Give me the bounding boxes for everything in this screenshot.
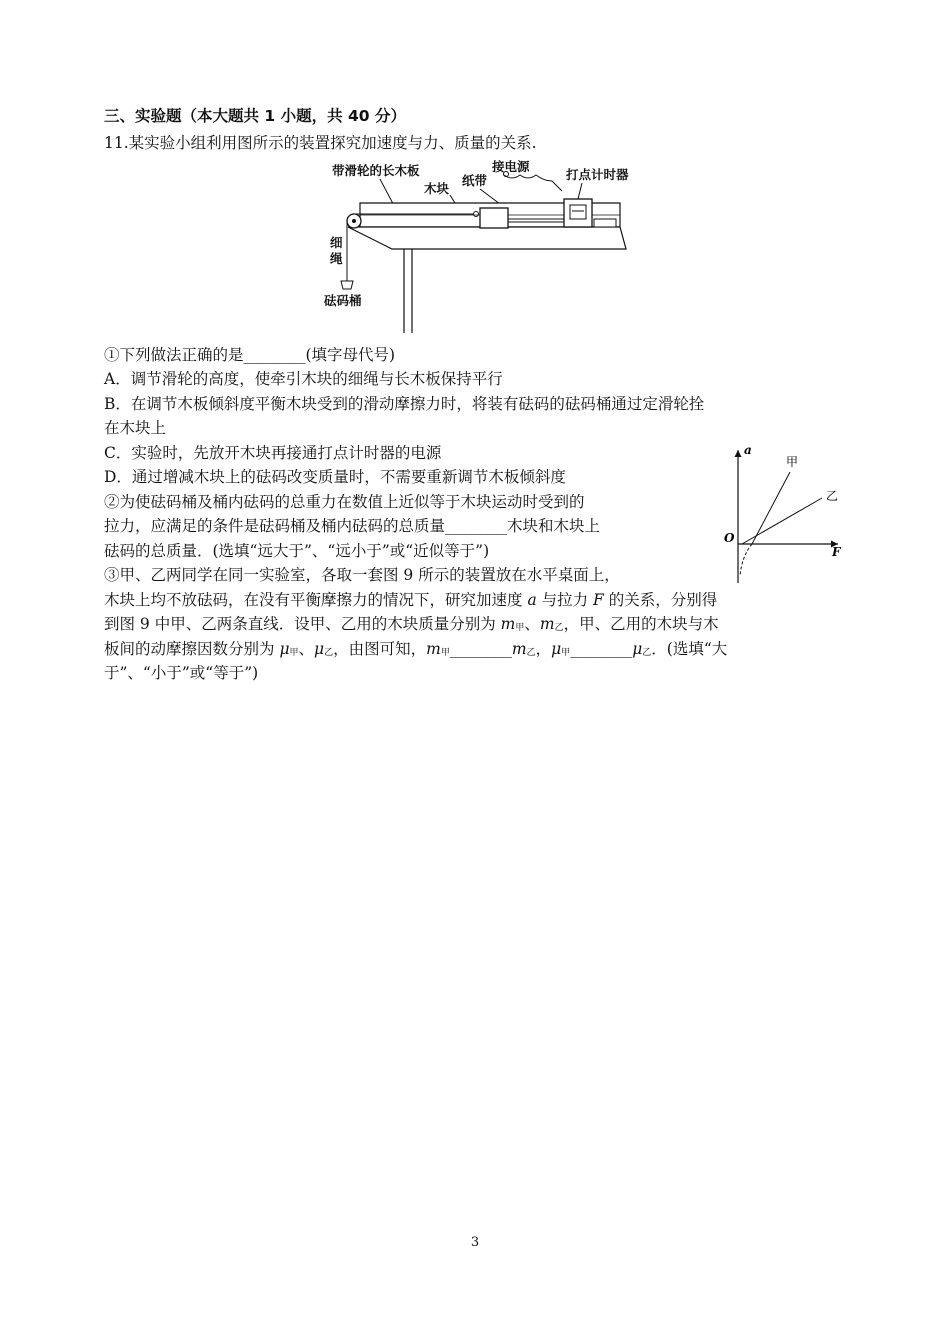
label-block: 木块 <box>424 181 450 196</box>
y-axis-label: a <box>744 443 752 457</box>
option-b-line-1: B．在调节木板倾斜度平衡木块受到的滑动摩擦力时，将装有砝码的砝码桶通过定滑轮拴 <box>104 395 705 413</box>
label-jia: 甲 <box>786 455 799 469</box>
q3-line-5: 于”、“小于”或“等于”) <box>104 664 259 682</box>
label-tape: 纸带 <box>462 173 488 188</box>
label-power: 接电源 <box>492 159 530 174</box>
page-number: 3 <box>470 1235 480 1250</box>
line-jia <box>752 472 790 544</box>
line-yi <box>742 498 822 544</box>
section-heading: 三、实验题（本大题共 1 小题，共 40 分） <box>104 107 406 125</box>
option-c: C．实验时，先放开木块再接通打点计时器的电源 <box>104 444 442 462</box>
q2-line-1: ②为使砝码桶及桶内砝码的总重力在数值上近似等于木块运动时受到的 <box>104 493 585 511</box>
label-rope-1: 细 <box>330 235 343 250</box>
q3-line-3: 到图 9 中甲、乙两条直线．设甲、乙用的木块质量分别为 $m_甲$、$m_乙$，甲、乙用的木块与木 <box>104 615 719 633</box>
q2-line-2: 拉力，应满足的条件是砝码桶及桶内砝码的总质量________木块和木块上 <box>104 517 601 535</box>
label-yi: 乙 <box>826 489 839 503</box>
label-bucket: 砝码桶 <box>324 293 362 308</box>
q3-line-2: 木块上均不放砝码，在没有平衡摩擦力的情况下，研究加速度 a 与拉力 F 的关系，分别得 <box>104 591 718 609</box>
q1-prompt: ①下列做法正确的是________(填字母代号) <box>104 346 396 364</box>
x-axis-label: F <box>832 545 841 559</box>
option-b-line-2: 在木块上 <box>104 419 167 437</box>
option-d: D．通过增减木块上的砝码改变质量时，不需要重新调节木板倾斜度 <box>104 468 566 486</box>
label-timer: 打点计时器 <box>566 167 629 182</box>
q2-line-3: 砝码的总质量．(选填“远大于”、“远小于”或“近似等于”) <box>104 542 490 560</box>
label-rope-2: 绳 <box>330 251 343 266</box>
a-f-graph <box>718 438 850 588</box>
option-a: A．调节滑轮的高度，使牵引木块的细绳与长木板保持平行 <box>104 370 503 388</box>
q3-line-4: 板间的动摩擦因数分别为 $\mu_甲$、$\mu_乙$，由图可知，$m_甲\_\_\_\_\_\_\_\_m_乙$，$\mu_甲\_\_\_\_\_\_\_\_\mu_乙$．(选填“大 <box>104 640 728 658</box>
dashed-extension <box>740 544 752 576</box>
q3-line-1: ③甲、乙两同学在同一实验室，各取一套图 9 所示的装置放在水平桌面上， <box>104 566 620 584</box>
question-intro: 11.某实验小组利用图所示的装置探究加速度与力、质量的关系. <box>104 134 537 152</box>
apparatus-figure <box>320 155 635 335</box>
origin-label: O <box>724 531 735 545</box>
label-board: 带滑轮的长木板 <box>332 163 420 178</box>
